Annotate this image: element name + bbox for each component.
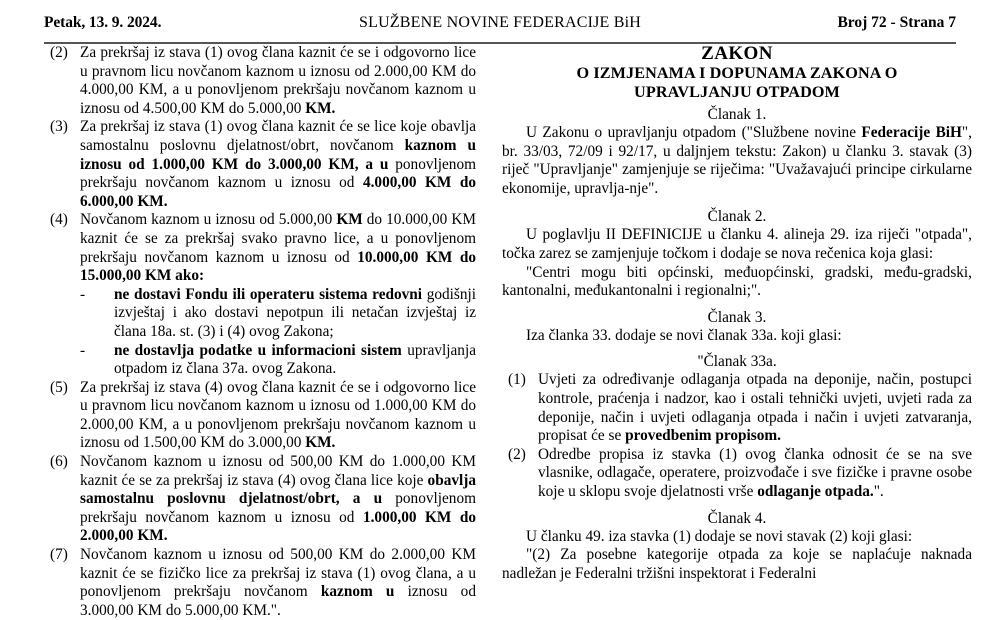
law-title [502,44,972,102]
law-title-line-1: ZAKON [701,43,773,64]
list-item [44,44,476,118]
article-heading-3: Članak 3. [707,308,767,326]
dash-list-item [80,286,476,342]
list-item-text: Novčanom kaznom u iznosu od 500,00 KM do 1.000,00 KM kaznit će se za prekršaj iz stava (4) ovog člana lice koje obavlja samostalnu poslovnu djelatnost/obrt, a u ponovljenom prekršaju novčanom kaznom u iznosu od 1.000,00 KM do 2.000,00 KM. [80,453,476,545]
list-item-text: Za prekršaj iz stava (4) ovog člana kaznit će se i odgovorno lice u pravnom licu novčanom kaznom u iznosu od 1.000,00 KM do 2.000,00 KM, a u ponovljenom prekršaju novčanom kaznom u iznosu od 1.500,00 KM do 3.000,00 KM. [80,378,476,452]
running-header [44,14,956,44]
dash-bullet: - [80,285,86,303]
law-title-line-2: O IZMJENAMA I DOPUNAMA ZAKONA O [576,64,898,82]
dash-bullet: - [80,341,86,359]
article-2-quote: "Centri mogu biti općinski, međuopćinski, gradski, među-gradski, kantonalni, međukantonalni i regionalni;". [502,263,972,300]
header-issue-page: Broj 72 - Strana 7 [837,14,956,31]
list-item-text: Uvjeti za određivanje odlaganja otpada na deponije, način, postupci kontrole, praćenja i nadzor, kao i ostali tehnički uvjeti, uvjeti rada za deponije, način i uvjeti odlaganja otpada i način i uvjeti zatvaranja, propisat će se provedbenim propisom. [538,371,972,445]
list-item [44,453,476,546]
list-item-number: (3) [50,118,68,136]
list-item-text: Za prekršaj iz stava (1) ovog člana kaznit će se i odgovorno lice u pravnom licu novčanom kaznom u iznosu od 2.000,00 KM do 4.000,00 KM, a u ponovljenom prekršaju novčanom kaznom u iznosu od 4.500,00 KM do 5.000,00 KM. [80,44,476,117]
dash-list-item [80,342,476,379]
list-item [44,546,476,620]
list-item-number: (1) [508,371,526,389]
header-publication-title: SLUŽBENE NOVINE FEDERACIJE BiH [359,14,641,31]
article-4-quote: "(2) Za posebne kategorije otpada za koje se naplaćuje naknada nadležan je Federalni tržišni inspektorat i Federalni [502,546,972,582]
list-item-number: (5) [50,378,68,396]
list-item-number: (2) [50,44,68,61]
list-item-text: Novčanom kaznom u iznosu od 5.000,00 KM do 10.000,00 KM kaznit će se za prekršaj svako pravno lice, a u ponovljenom prekršaju novčanom kaznom u iznosu od 10.000,00 KM do 15.000,00 KM ako: [80,211,477,285]
list-item-number: (2) [508,445,526,463]
right-column [502,44,972,617]
list-item [44,379,476,453]
law-title-line-3: UPRAVLJANJU OTPADOM [634,83,840,101]
article-3-body: Iza članka 33. dodaje se novi članak 33a. koji glasi: [526,326,842,344]
left-column [44,44,476,617]
dash-list-item-text: ne dostavi Fondu ili operateru sistema redovni godišnji izvještaj i ako dostavi nepotpun ili netačan izvještaj iz člana 18a. st. (3) i (4) ovog Zakona; [114,285,476,340]
list-item-number: (4) [50,211,68,229]
article-heading-1: Članak 1. [707,106,767,123]
article-heading-33a: "Članak 33a. [697,353,777,371]
list-item-text: Odredbe propisa iz stavka (1) ovog članka odnosit će se na sve vlasnike, odlagače, operatere, proizvođače i sve fizičke i pravne osobe koje u sklopu svoje djelatnosti vrše odlaganje otpada.". [538,445,972,500]
list-item [502,446,972,502]
list-item-number: (7) [50,546,68,564]
list-item [502,371,972,445]
header-date: Petak, 13. 9. 2024. [44,14,162,31]
list-item [44,211,476,285]
article-heading-2: Članak 2. [707,208,767,226]
article-2-body: U poglavlju II DEFINICIJE u članku 4. alineja 29. iza riječi "otpada", točka zarez se zamjenjuje točkom i dodaje se nova rečenica koja glasi: [502,226,972,262]
article-heading-4: Članak 4. [707,509,767,527]
list-item [44,118,476,211]
list-item-text: Novčanom kaznom u iznosu od 500,00 KM do 2.000,00 KM kaznit će se fizičko lice za prekršaj iz stava (1) ovog člana, a u ponovljenom prekršaju novčanom kaznom u iznosu od 3.000,00 KM do 5.000,00 KM.". [80,546,476,619]
article-1-body: U Zakonu o upravljanju otpadom ("Službene novine Federacije BiH", br. 33/03, 72/09 i 92/17, u daljnjem tekstu: Zakon) u članku 3. stavak (3) riječ "Upravljanje" zamjenjuje se riječima: "Uvažavajući principe cirkularne ekonomije, upravlja-nje". [502,124,972,197]
two-column-body [44,44,970,617]
article-4-body: U članku 49. iza stavka (1) dodaje se novi stavak (2) koji glasi: [526,527,913,545]
dash-list-item-text: ne dostavlja podatke u informacioni sistem upravljanja otpadom iz člana 37a. ovog Zakona. [114,341,476,378]
list-item-number: (6) [50,453,68,471]
list-item-text: Za prekršaj iz stava (1) ovog člana kaznit će se lice koje obavlja samostalnu poslovnu djelatnost/obrt, novčanom kaznom u iznosu od 1.000,00 KM do 3.000,00 KM, a u ponovljenom prekršaju novčanom kaznom u iznosu od 4.000,00 KM do 6.000,00 KM. [80,118,476,210]
